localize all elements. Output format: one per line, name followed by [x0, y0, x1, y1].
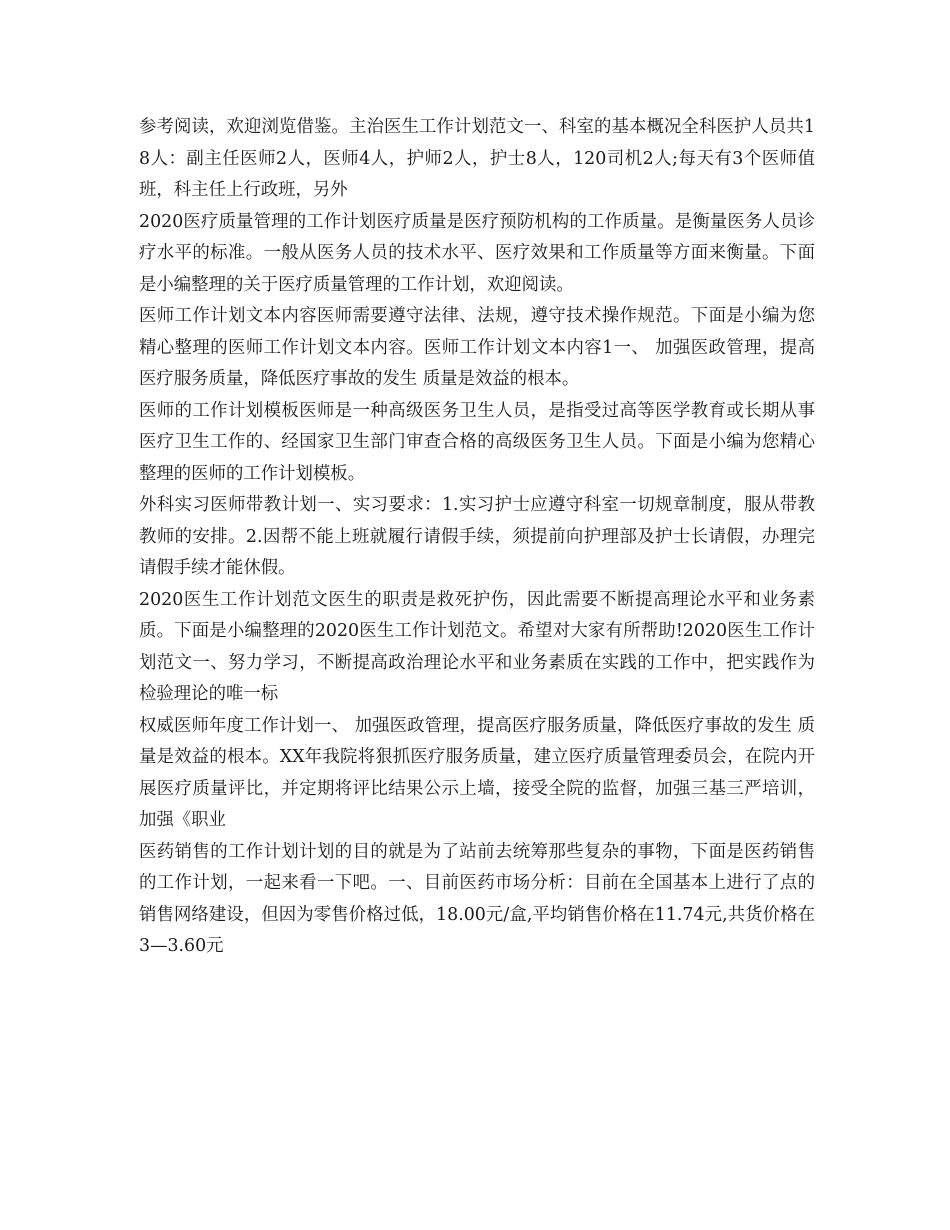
paragraph-5: 外科实习医师带教计划一、实习要求：1.实习护士应遵守科室一切规章制度，服从带教教师的安排。2.因帮不能上班就履行请假手续，须提前向护理部及护士长请假，办理完请假手续才能休假。 — [139, 495, 815, 578]
document-body — [139, 112, 815, 963]
paragraph-8: 医药销售的工作计划计划的目的就是为了站前去统筹那些复杂的事物，下面是医药销售的工作计划，一起来看一下吧。一、目前医药市场分析：目前在全国基本上进行了点的销售网络建设，但因为零售价格过低，18.00元/盒,平均销售价格在11.74元,共货价格在3—3.60元 — [139, 841, 815, 956]
paragraph-2: 2020医疗质量管理的工作计划医疗质量是医疗预防机构的工作质量。是衡量医务人员诊疗水平的标准。一般从医务人员的技术水平、医疗效果和工作质量等方面来衡量。下面是小编整理的关于医疗质量管理的工作计划，欢迎阅读。 — [139, 211, 815, 295]
paragraph-3: 医师工作计划文本内容医师需要遵守法律、法规，遵守技术操作规范。下面是小编为您精心整理的医师工作计划文本内容。医师工作计划文本内容1一、 加强医政管理，提高医疗服务质量，降低医疗事故的发生 质量是效益的根本。 — [139, 306, 815, 389]
paragraph-7: 权威医师年度工作计划一、 加强医政管理，提高医疗服务质量，降低医疗事故的发生 质量是效益的根本。XX年我院将狠抓医疗服务质量，建立医疗质量管理委员会，在院内开展医疗质量评比，并定期将评比结果公示上墙，接受全院的监督，加强三基三严培训，加强《职业 — [139, 715, 815, 830]
paragraph-4: 医师的工作计划模板医师是一种高级医务卫生人员，是指受过高等医学教育或长期从事医疗卫生工作的、经国家卫生部门审查合格的高级医务卫生人员。下面是小编为您精心整理的医师的工作计划模板。 — [139, 400, 815, 484]
paragraph-6: 2020医生工作计划范文医生的职责是救死护伤，因此需要不断提高理论水平和业务素质。下面是小编整理的2020医生工作计划范文。希望对大家有所帮助!2020医生工作计划范文一、努力学习，不断提高政治理论水平和业务素质在实践的工作中，把实践作为检验理论的唯一标 — [139, 589, 815, 704]
paragraph-1: 参考阅读，欢迎浏览借鉴。主治医生工作计划范文一、科室的基本概况全科医护人员共18人：副主任医师2人，医师4人，护师2人，护士8人，120司机2人;每天有3个医师值班，科主任上行政班，另外 — [139, 117, 815, 200]
